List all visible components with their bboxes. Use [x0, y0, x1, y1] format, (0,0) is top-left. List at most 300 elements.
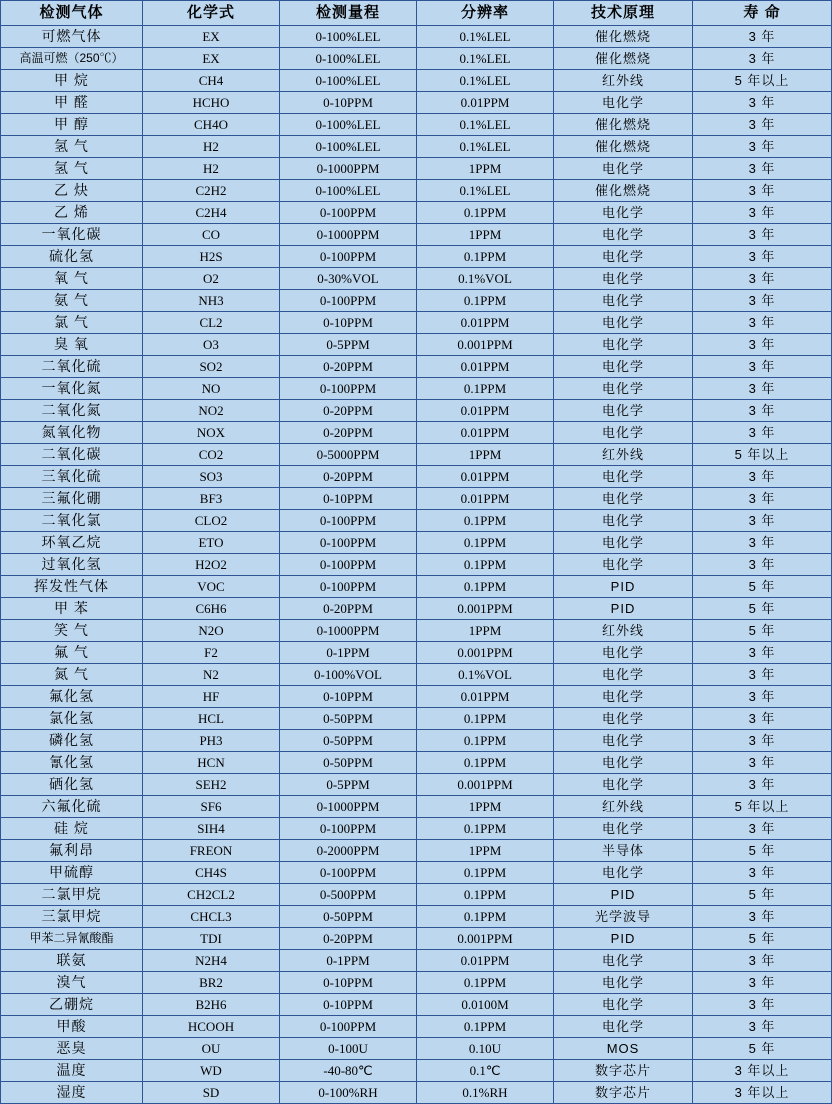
cell-range: 0-20PPM [280, 400, 417, 422]
cell-principle: 电化学 [554, 158, 693, 180]
cell-principle: 电化学 [554, 752, 693, 774]
cell-life: 5 年 [693, 884, 832, 906]
cell-range: 0-10PPM [280, 312, 417, 334]
cell-gas: 氢 气 [1, 158, 143, 180]
cell-life: 3 年 [693, 708, 832, 730]
cell-formula: EX [143, 48, 280, 70]
cell-range: 0-100PPM [280, 576, 417, 598]
cell-resolution: 0.01PPM [417, 686, 554, 708]
cell-principle: 红外线 [554, 796, 693, 818]
cell-resolution: 0.1PPM [417, 378, 554, 400]
table-row [1, 598, 832, 620]
cell-resolution: 0.0100M [417, 994, 554, 1016]
cell-resolution: 0.001PPM [417, 598, 554, 620]
cell-gas: 乙硼烷 [1, 994, 143, 1016]
cell-range: 0-100%LEL [280, 26, 417, 48]
cell-life: 3 年 [693, 246, 832, 268]
cell-formula: SF6 [143, 796, 280, 818]
cell-life: 5 年 [693, 576, 832, 598]
cell-principle: 数字芯片 [554, 1082, 693, 1104]
cell-gas: 过氧化氢 [1, 554, 143, 576]
cell-range: 0-10PPM [280, 488, 417, 510]
cell-formula: C2H4 [143, 202, 280, 224]
cell-resolution: 0.01PPM [417, 950, 554, 972]
table-row [1, 312, 832, 334]
cell-gas: 可燃气体 [1, 26, 143, 48]
cell-formula: CLO2 [143, 510, 280, 532]
table-row [1, 158, 832, 180]
cell-resolution: 0.1PPM [417, 884, 554, 906]
cell-principle: 催化燃烧 [554, 114, 693, 136]
cell-formula: NOX [143, 422, 280, 444]
cell-range: 0-100PPM [280, 554, 417, 576]
table-row [1, 1082, 832, 1104]
cell-resolution: 0.1%RH [417, 1082, 554, 1104]
cell-range: 0-5PPM [280, 334, 417, 356]
cell-formula: HCHO [143, 92, 280, 114]
cell-resolution: 0.01PPM [417, 422, 554, 444]
cell-resolution: 0.01PPM [417, 400, 554, 422]
cell-principle: 电化学 [554, 554, 693, 576]
cell-formula: TDI [143, 928, 280, 950]
table-row [1, 510, 832, 532]
cell-life: 3 年 [693, 752, 832, 774]
cell-life: 3 年 [693, 1016, 832, 1038]
cell-gas: 甲硫醇 [1, 862, 143, 884]
cell-principle: 电化学 [554, 312, 693, 334]
cell-formula: SD [143, 1082, 280, 1104]
cell-resolution: 0.01PPM [417, 466, 554, 488]
cell-principle: 电化学 [554, 510, 693, 532]
cell-life: 3 年 [693, 818, 832, 840]
table-row [1, 136, 832, 158]
cell-gas: 氧 气 [1, 268, 143, 290]
table-row [1, 422, 832, 444]
cell-formula: F2 [143, 642, 280, 664]
cell-life: 3 年 [693, 488, 832, 510]
cell-formula: CHCL3 [143, 906, 280, 928]
cell-gas: 湿度 [1, 1082, 143, 1104]
cell-formula: CL2 [143, 312, 280, 334]
cell-range: 0-20PPM [280, 598, 417, 620]
cell-principle: 数字芯片 [554, 1060, 693, 1082]
cell-gas: 六氟化硫 [1, 796, 143, 818]
cell-life: 3 年 [693, 554, 832, 576]
table-row [1, 246, 832, 268]
cell-range: 0-100%LEL [280, 48, 417, 70]
cell-resolution: 1PPM [417, 158, 554, 180]
cell-life: 3 年 [693, 92, 832, 114]
cell-life: 3 年 [693, 466, 832, 488]
cell-resolution: 0.1PPM [417, 972, 554, 994]
cell-range: 0-100PPM [280, 1016, 417, 1038]
cell-formula: HF [143, 686, 280, 708]
cell-gas: 二氯甲烷 [1, 884, 143, 906]
cell-range: 0-10PPM [280, 972, 417, 994]
cell-resolution: 0.1PPM [417, 730, 554, 752]
cell-principle: 催化燃烧 [554, 48, 693, 70]
cell-range: 0-5000PPM [280, 444, 417, 466]
cell-life: 5 年以上 [693, 70, 832, 92]
cell-life: 5 年 [693, 928, 832, 950]
cell-principle: 电化学 [554, 422, 693, 444]
table-row [1, 972, 832, 994]
cell-life: 5 年 [693, 840, 832, 862]
cell-life: 3 年 [693, 906, 832, 928]
cell-range: 0-100PPM [280, 510, 417, 532]
cell-formula: PH3 [143, 730, 280, 752]
cell-gas: 氟 气 [1, 642, 143, 664]
cell-resolution: 0.1PPM [417, 906, 554, 928]
cell-range: 0-100%RH [280, 1082, 417, 1104]
table-row [1, 532, 832, 554]
cell-principle: 电化学 [554, 686, 693, 708]
cell-formula: BF3 [143, 488, 280, 510]
cell-principle: 电化学 [554, 950, 693, 972]
cell-life: 3 年 [693, 730, 832, 752]
cell-gas: 笑 气 [1, 620, 143, 642]
cell-gas: 甲 醛 [1, 92, 143, 114]
cell-resolution: 1PPM [417, 620, 554, 642]
cell-gas: 氨 气 [1, 290, 143, 312]
cell-life: 3 年以上 [693, 1060, 832, 1082]
cell-range: 0-20PPM [280, 356, 417, 378]
cell-range: 0-100%LEL [280, 70, 417, 92]
cell-formula: H2S [143, 246, 280, 268]
cell-gas: 氰化氢 [1, 752, 143, 774]
cell-principle: 电化学 [554, 818, 693, 840]
cell-formula: SEH2 [143, 774, 280, 796]
cell-life: 5 年 [693, 1038, 832, 1060]
table-row [1, 180, 832, 202]
cell-formula: CO2 [143, 444, 280, 466]
table-row [1, 356, 832, 378]
cell-life: 3 年 [693, 48, 832, 70]
cell-resolution: 0.1%LEL [417, 26, 554, 48]
cell-gas: 联氨 [1, 950, 143, 972]
cell-gas: 甲 烷 [1, 70, 143, 92]
cell-principle: PID [554, 884, 693, 906]
cell-resolution: 0.1%VOL [417, 664, 554, 686]
cell-principle: 电化学 [554, 334, 693, 356]
cell-range: 0-100%LEL [280, 136, 417, 158]
cell-formula: O3 [143, 334, 280, 356]
cell-formula: CH2CL2 [143, 884, 280, 906]
table-body [1, 26, 832, 1104]
cell-principle: 电化学 [554, 202, 693, 224]
cell-resolution: 0.1PPM [417, 510, 554, 532]
cell-life: 3 年 [693, 686, 832, 708]
cell-resolution: 0.01PPM [417, 356, 554, 378]
table-row [1, 1038, 832, 1060]
cell-life: 3 年 [693, 950, 832, 972]
cell-range: 0-100PPM [280, 202, 417, 224]
cell-life: 3 年 [693, 664, 832, 686]
table-row [1, 994, 832, 1016]
cell-formula: N2O [143, 620, 280, 642]
cell-life: 3 年 [693, 422, 832, 444]
cell-resolution: 0.1℃ [417, 1060, 554, 1082]
cell-range: 0-100PPM [280, 290, 417, 312]
cell-formula: WD [143, 1060, 280, 1082]
cell-formula: EX [143, 26, 280, 48]
cell-formula: SO2 [143, 356, 280, 378]
cell-gas: 甲苯二异氰酸酯 [1, 928, 143, 950]
cell-range: 0-50PPM [280, 752, 417, 774]
cell-principle: PID [554, 576, 693, 598]
cell-formula: H2 [143, 158, 280, 180]
cell-principle: 电化学 [554, 466, 693, 488]
cell-range: 0-50PPM [280, 708, 417, 730]
table-row [1, 202, 832, 224]
column-header-resolution: 分辨率 [417, 1, 554, 26]
column-header-formula: 化学式 [143, 1, 280, 26]
cell-resolution: 0.1%LEL [417, 114, 554, 136]
cell-range: -40-80℃ [280, 1060, 417, 1082]
cell-life: 5 年 [693, 620, 832, 642]
table-row [1, 268, 832, 290]
cell-resolution: 0.1%VOL [417, 268, 554, 290]
table-row [1, 466, 832, 488]
cell-gas: 二氧化氯 [1, 510, 143, 532]
cell-life: 3 年 [693, 26, 832, 48]
cell-range: 0-100PPM [280, 818, 417, 840]
cell-life: 3 年 [693, 356, 832, 378]
cell-gas: 甲 苯 [1, 598, 143, 620]
table-row [1, 906, 832, 928]
cell-life: 3 年 [693, 532, 832, 554]
cell-resolution: 0.1PPM [417, 246, 554, 268]
cell-life: 3 年 [693, 114, 832, 136]
cell-principle: 电化学 [554, 268, 693, 290]
cell-life: 3 年 [693, 862, 832, 884]
cell-resolution: 0.1%LEL [417, 136, 554, 158]
cell-life: 3 年 [693, 202, 832, 224]
cell-formula: CH4O [143, 114, 280, 136]
cell-resolution: 0.1PPM [417, 532, 554, 554]
cell-resolution: 0.001PPM [417, 642, 554, 664]
cell-principle: PID [554, 598, 693, 620]
cell-formula: FREON [143, 840, 280, 862]
table-row [1, 378, 832, 400]
cell-principle: 电化学 [554, 400, 693, 422]
table-row [1, 862, 832, 884]
cell-gas: 硒化氢 [1, 774, 143, 796]
cell-resolution: 0.1PPM [417, 708, 554, 730]
cell-range: 0-1PPM [280, 642, 417, 664]
cell-gas: 二氧化氮 [1, 400, 143, 422]
cell-gas: 氯化氢 [1, 708, 143, 730]
table-row [1, 840, 832, 862]
cell-life: 3 年 [693, 994, 832, 1016]
table-row [1, 576, 832, 598]
cell-gas: 乙 炔 [1, 180, 143, 202]
cell-resolution: 0.01PPM [417, 312, 554, 334]
cell-life: 5 年 [693, 598, 832, 620]
cell-resolution: 0.1PPM [417, 862, 554, 884]
cell-gas: 二氧化碳 [1, 444, 143, 466]
cell-range: 0-1000PPM [280, 224, 417, 246]
column-header-principle: 技术原理 [554, 1, 693, 26]
cell-range: 0-2000PPM [280, 840, 417, 862]
cell-range: 0-1000PPM [280, 620, 417, 642]
cell-principle: 电化学 [554, 224, 693, 246]
cell-principle: 光学波导 [554, 906, 693, 928]
cell-life: 5 年以上 [693, 796, 832, 818]
cell-principle: 电化学 [554, 488, 693, 510]
cell-gas: 氟利昂 [1, 840, 143, 862]
cell-formula: ETO [143, 532, 280, 554]
cell-formula: N2H4 [143, 950, 280, 972]
cell-resolution: 0.1PPM [417, 554, 554, 576]
cell-range: 0-20PPM [280, 928, 417, 950]
cell-gas: 氟化氢 [1, 686, 143, 708]
cell-life: 3 年 [693, 290, 832, 312]
cell-range: 0-100PPM [280, 378, 417, 400]
cell-life: 3 年 [693, 158, 832, 180]
table-header-row [1, 1, 832, 26]
cell-gas: 甲酸 [1, 1016, 143, 1038]
table-row [1, 290, 832, 312]
cell-formula: OU [143, 1038, 280, 1060]
cell-range: 0-10PPM [280, 994, 417, 1016]
cell-resolution: 0.1PPM [417, 752, 554, 774]
table-row [1, 818, 832, 840]
cell-formula: HCN [143, 752, 280, 774]
cell-gas: 环氧乙烷 [1, 532, 143, 554]
cell-principle: 催化燃烧 [554, 136, 693, 158]
cell-resolution: 0.01PPM [417, 488, 554, 510]
table-row [1, 334, 832, 356]
column-header-life: 寿 命 [693, 1, 832, 26]
cell-gas: 氢 气 [1, 136, 143, 158]
cell-principle: 电化学 [554, 92, 693, 114]
cell-life: 5 年以上 [693, 444, 832, 466]
cell-resolution: 0.001PPM [417, 774, 554, 796]
cell-resolution: 1PPM [417, 840, 554, 862]
cell-resolution: 0.1PPM [417, 290, 554, 312]
cell-principle: 电化学 [554, 246, 693, 268]
cell-gas: 挥发性气体 [1, 576, 143, 598]
cell-range: 0-100PPM [280, 246, 417, 268]
cell-principle: 电化学 [554, 664, 693, 686]
cell-gas: 氯 气 [1, 312, 143, 334]
cell-formula: C2H2 [143, 180, 280, 202]
cell-resolution: 0.1%LEL [417, 180, 554, 202]
cell-principle: MOS [554, 1038, 693, 1060]
cell-gas: 高温可燃（250℃） [1, 48, 143, 70]
cell-gas: 磷化氢 [1, 730, 143, 752]
cell-principle: 催化燃烧 [554, 26, 693, 48]
cell-principle: PID [554, 928, 693, 950]
cell-principle: 催化燃烧 [554, 180, 693, 202]
cell-principle: 电化学 [554, 1016, 693, 1038]
cell-range: 0-5PPM [280, 774, 417, 796]
cell-formula: NO [143, 378, 280, 400]
cell-gas: 一氧化氮 [1, 378, 143, 400]
cell-life: 3 年 [693, 972, 832, 994]
cell-principle: 红外线 [554, 70, 693, 92]
cell-resolution: 0.1PPM [417, 818, 554, 840]
cell-life: 3 年 [693, 400, 832, 422]
cell-principle: 电化学 [554, 642, 693, 664]
cell-formula: VOC [143, 576, 280, 598]
cell-principle: 电化学 [554, 972, 693, 994]
cell-formula: CH4S [143, 862, 280, 884]
cell-life: 3 年以上 [693, 1082, 832, 1104]
table-row [1, 928, 832, 950]
cell-gas: 臭 氧 [1, 334, 143, 356]
column-header-range: 检测量程 [280, 1, 417, 26]
cell-gas: 温度 [1, 1060, 143, 1082]
table-row [1, 554, 832, 576]
cell-gas: 恶臭 [1, 1038, 143, 1060]
cell-range: 0-100U [280, 1038, 417, 1060]
cell-formula: H2O2 [143, 554, 280, 576]
cell-life: 3 年 [693, 510, 832, 532]
cell-formula: HCOOH [143, 1016, 280, 1038]
cell-gas: 三氟化硼 [1, 488, 143, 510]
cell-range: 0-100PPM [280, 862, 417, 884]
cell-range: 0-100%LEL [280, 114, 417, 136]
cell-gas: 氮氧化物 [1, 422, 143, 444]
cell-formula: NO2 [143, 400, 280, 422]
cell-life: 3 年 [693, 180, 832, 202]
cell-principle: 电化学 [554, 862, 693, 884]
cell-range: 0-50PPM [280, 906, 417, 928]
cell-principle: 红外线 [554, 620, 693, 642]
cell-resolution: 1PPM [417, 224, 554, 246]
cell-gas: 三氧化硫 [1, 466, 143, 488]
cell-resolution: 0.1%LEL [417, 70, 554, 92]
cell-range: 0-20PPM [280, 422, 417, 444]
table-row [1, 950, 832, 972]
cell-resolution: 0.001PPM [417, 928, 554, 950]
table-row [1, 620, 832, 642]
table-row [1, 1016, 832, 1038]
cell-resolution: 0.1PPM [417, 202, 554, 224]
cell-range: 0-1000PPM [280, 158, 417, 180]
table-row [1, 752, 832, 774]
cell-life: 3 年 [693, 378, 832, 400]
cell-gas: 一氧化碳 [1, 224, 143, 246]
cell-resolution: 0.1%LEL [417, 48, 554, 70]
cell-formula: HCL [143, 708, 280, 730]
table-header [1, 1, 832, 26]
cell-life: 3 年 [693, 224, 832, 246]
table-row [1, 642, 832, 664]
cell-life: 3 年 [693, 268, 832, 290]
cell-formula: N2 [143, 664, 280, 686]
cell-life: 3 年 [693, 774, 832, 796]
cell-formula: SO3 [143, 466, 280, 488]
cell-gas: 溴气 [1, 972, 143, 994]
cell-gas: 氮 气 [1, 664, 143, 686]
cell-principle: 电化学 [554, 356, 693, 378]
cell-formula: B2H6 [143, 994, 280, 1016]
table-row [1, 48, 832, 70]
table-row [1, 884, 832, 906]
cell-range: 0-10PPM [280, 686, 417, 708]
cell-range: 0-50PPM [280, 730, 417, 752]
cell-formula: BR2 [143, 972, 280, 994]
cell-range: 0-100PPM [280, 532, 417, 554]
cell-principle: 电化学 [554, 730, 693, 752]
table-row [1, 114, 832, 136]
cell-range: 0-30%VOL [280, 268, 417, 290]
cell-principle: 电化学 [554, 378, 693, 400]
cell-range: 0-20PPM [280, 466, 417, 488]
